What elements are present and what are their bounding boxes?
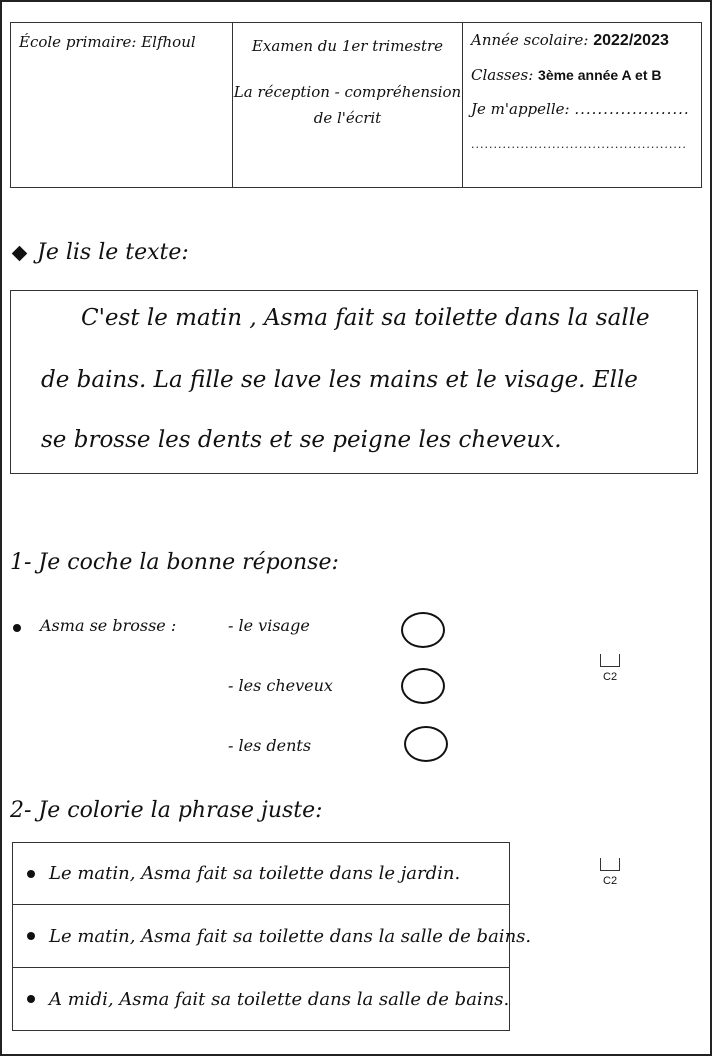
school-year-label: Année scolaire: bbox=[471, 31, 589, 49]
q2-criterion-label: C2 bbox=[603, 875, 618, 887]
q2-sentence-text: A midi, Asma fait sa toilette dans la salle de bains. bbox=[49, 988, 510, 1010]
exam-title: Examen du 1er trimestre bbox=[251, 37, 444, 55]
name-dots: .................... bbox=[574, 100, 690, 118]
q1-prompt: Asma se brosse : bbox=[40, 616, 177, 635]
q1-option-circle[interactable] bbox=[401, 612, 445, 648]
school-year-row bbox=[471, 31, 693, 50]
reading-line-3: se brosse les dents et se peigne les cheveux. bbox=[41, 427, 562, 453]
classes-label: Classes: bbox=[471, 66, 534, 84]
sentence-bullet-icon bbox=[27, 870, 35, 878]
q2-sentence-row[interactable] bbox=[12, 842, 510, 905]
reading-line-1: C'est le matin , Asma fait sa toilette dans la salle bbox=[81, 305, 650, 331]
subject-line-2: de l'écrit bbox=[313, 109, 382, 127]
classes-row bbox=[471, 66, 693, 84]
reading-title bbox=[14, 240, 189, 265]
name-row-2 bbox=[471, 134, 693, 152]
q1-bullet-icon bbox=[13, 624, 21, 632]
school-name: École primaire: Elfhoul bbox=[19, 33, 196, 51]
q1-option-circle[interactable] bbox=[401, 668, 445, 704]
q2-title: 2- Je colorie la phrase juste: bbox=[10, 798, 323, 823]
sentence-bullet-icon bbox=[27, 995, 35, 1003]
q2-score-box[interactable] bbox=[600, 858, 620, 871]
header-info-cell bbox=[463, 23, 701, 187]
q1-criterion-label: C2 bbox=[603, 671, 618, 683]
q2-sentence-row[interactable] bbox=[12, 968, 510, 1031]
q1-score-box[interactable] bbox=[600, 654, 620, 667]
reading-title-text: Je lis le texte: bbox=[37, 240, 189, 265]
q1-title: 1- Je coche la bonne réponse: bbox=[10, 550, 339, 575]
name-label: Je m'appelle: bbox=[471, 100, 570, 118]
sentence-bullet-icon bbox=[27, 932, 35, 940]
school-year-value: 2022/2023 bbox=[593, 32, 669, 49]
name-dots-2: ................................................ bbox=[471, 138, 687, 151]
reading-line-2: de bains. La fille se lave les mains et le visage. Elle bbox=[41, 367, 638, 393]
header-school-cell bbox=[11, 23, 233, 187]
q1-option-label: - le visage bbox=[228, 616, 310, 635]
q2-sentence-text: Le matin, Asma fait sa toilette dans la salle de bains. bbox=[49, 925, 532, 947]
diamond-bullet-icon bbox=[12, 245, 28, 261]
q2-sentence-text: Le matin, Asma fait sa toilette dans le jardin. bbox=[49, 863, 461, 884]
exam-header bbox=[10, 22, 702, 188]
q1-option-label: - les cheveux bbox=[228, 676, 333, 695]
subject-line-1: La réception - compréhension bbox=[233, 83, 462, 101]
q1-option-circle[interactable] bbox=[404, 726, 448, 762]
q2-sentence-table bbox=[12, 842, 532, 1031]
header-title-cell bbox=[233, 23, 463, 187]
q1-option-label: - les dents bbox=[228, 736, 312, 755]
q2-sentence-row[interactable] bbox=[12, 905, 532, 968]
classes-value: 3ème année A et B bbox=[538, 67, 662, 83]
name-row bbox=[471, 100, 693, 118]
reading-text-box bbox=[10, 290, 698, 474]
